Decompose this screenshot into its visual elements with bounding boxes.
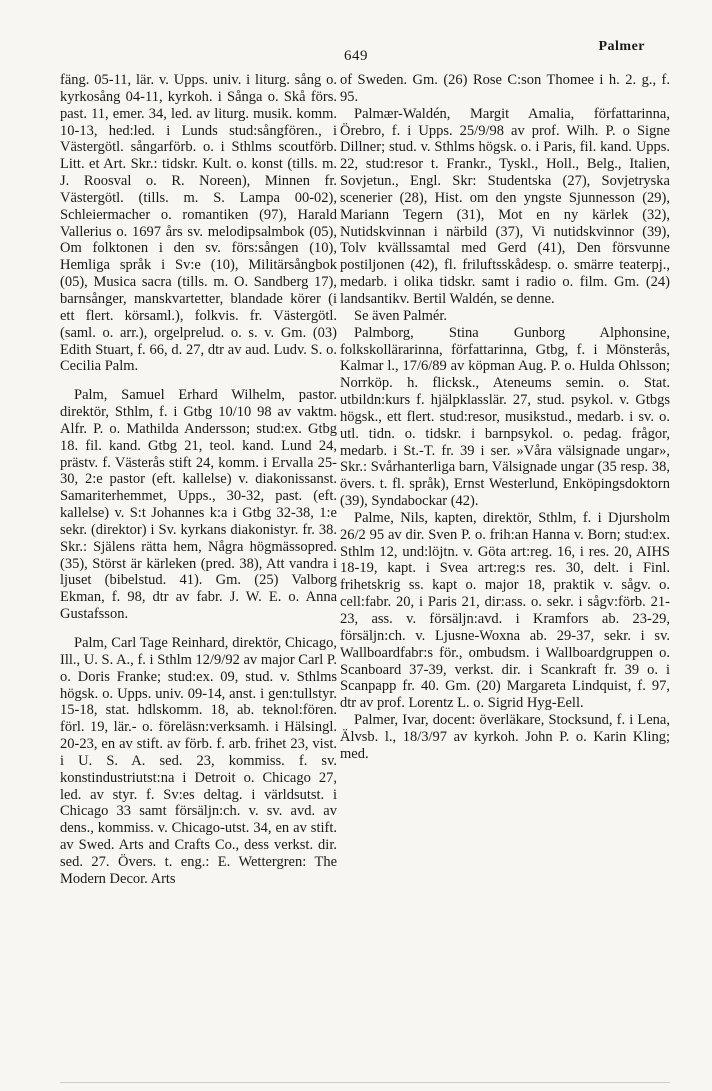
entry-palmaer-walden: Palmær-Waldén, Margit Amalia, författarinna, Örebro, f. i Upps. 25/9/98 av prof. Wilh. P. o Signe Dillner; stud. v. Sthlms högsk. o. i Paris, fil. kand. Upps. 22, stud:resor t. Frankr., Tyskl., Holl., Belg., Italien, Sovjetun., Engl. Skr: Studentska (27), Sovjetryska scenerier (28), Hist. om den yngste Sjunnesson (29), Mariann Tegern (31), Mot en ny kärlek (32), Nutidskvinnan i närbild (37), Vi nutidskvinnor (39), Tolv kvällssamtal med Gerd (41), Den försvunne postiljonen (42), fl. friluftsskådesp. o. smärre teaterpj., medarb. i olika tidskr. samt i radio o. film. Gm. (24) landsantikv. Bertil Waldén, se denne. xyxy=(340,105,670,307)
entry-palmer-ivar: Palmer, Ivar, docent: överläkare, Stocksund, f. i Lena, Älvsb. l., 18/3/97 av kyrkoh. John P. o. Karin Kling; med. xyxy=(340,712,670,762)
entry-palmborg-stina: Palmborg, Stina Gunborg Alphonsine, folkskollärarinna, författarinna, Gtbg, f. i Mönsterås, Kalmar l., 17/6/89 av köpman Aug. P. o. Hulda Ohlsson; Norrköp. h. flicksk., Ateneums semin. o. Stat. utbildn:kurs f. hjälpklasslär. 27, stud. psykol. v. Gtbgs högsk., ett flert. stud:resor, musikstud., medarb. i sv. o. utl. tidn. o. tidskr. i barnpsykol. o. pedag. frågor, medarb. i St.-T. fr. 39 i ser. »Våra välsignade ungar», Skr.: Svårhanterliga barn, Välsignade ungar (35 resp. 38, övers. t. fl. språk), Ernst Westerlund, Enköpingsdoktorn (39), Syndabockar (42). xyxy=(340,324,670,510)
page-number: 649 xyxy=(344,48,368,64)
entry-continuation: fäng. 05-11, lär. v. Upps. univ. i liturg. sång o. kyrkosång 04-11, kyrkoh. i Sånga o. Skå förs. past. 11, emer. 34, led. av liturg. musik. komm. 10-13, hed:led. i Lunds stud:sångfören., i Västergötl. sångarförb. o. i Sthlms scoutförb. Litt. et Art. Skr.: tidskr. Kult. o. konst (tills. m. J. Roosval o. R. Noreen), Minnen fr. Västergötl. (tills. m. S. Lampa 00-02), Schleiermacher o. romantiken (97), Harald Vallerius o. 1697 års sv. melodipsalmbok (05), Om folktonen i den sv. förs:sången (10), Hemliga språk i Sv:e (10), Militärsångbok (05), Musica sacra (tills. m. O. Sandberg 17), barnsånger, manskvartetter, blandade körer (i ett flert. körsaml.), folkvis. fr. Västergötl. (saml. o. arr.), orgelprelud. o. s. v. Gm. (03) Edith Stuart, f. 66, d. 27, dtr av aud. Ludv. S. o. Cecilia Palm. xyxy=(60,72,337,375)
right-column xyxy=(340,72,670,763)
left-column xyxy=(60,72,337,888)
entry-palm-samuel: Palm, Samuel Erhard Wilhelm, pastor. direktör, Sthlm, f. i Gtbg 10/10 98 av vaktm. Alfr. P. o. Mathilda Andersson; stud:ex. Gtbg 18. fil. kand. Gtbg 21, teol. kand. Lund 24, prästv. f. Västerås stift 24, komm. i Ervalla 25-30, 2:e pastor (eft. kallelse) v. diakonissanst. Samariterhemmet, Upps., 30-32, past. (eft. kallelse) v. S:t Johannes k:a i Gtbg 32-38, 1:e sekr. (direktor) i Sv. kyrkans diakonistyr. fr. 38. Skr.: Själens rätta hem, Några högmässopred. (35), Störst är kärleken (pred. 38), Att vandra i ljuset (bibelstud. 41). Gm. (25) Valborg Ekman, f. 98, dtr av fabr. J. W. E. o. Anna Gustafsson. xyxy=(60,387,337,623)
cross-reference: Se även Palmér. xyxy=(354,307,448,324)
entry-continuation-right: of Sweden. Gm. (26) Rose C:son Thomee i h. 2. g., f. 95. xyxy=(340,72,670,105)
entry-palm-carl-tage: Palm, Carl Tage Reinhard, direktör, Chicago, Ill., U. S. A., f. i Sthlm 12/9/92 av major Carl P. o. Doris Franke; stud:ex. 09, stud. v. Sthlms högsk. o. Upps. univ. 09-14, anst. i gen:tullstyr. 15-18, stat. hdlskomm. 18, ab. teknol:fören. förl. 19, lär.- o. föreläsn:verksamh. i Hälsingl. 20-23, en av stift. av förb. f. arb. frihet 23, vist. i U. S. A. sed. 23, kommiss. f. sv. konstindustriutst:na i Detroit o. Chicago 27, led. av styr. f. Sv:es deltag. i världsutst. i Chicago 33 samt försäljn:ch. v. sv. avd. av dens., kommiss. v. Chicago-utst. 34, en av stift. av Swed. Arts and Crafts Co., dess verkst. dir. sed. 27. Övers. t. eng.: E. Wettergren: The Modern Decor. Arts xyxy=(60,635,337,887)
running-head: Palmer xyxy=(598,39,645,54)
entry-palme-nils: Palme, Nils, kapten, direktör, Sthlm, f. i Djursholm 26/2 95 av dir. Sven P. o. frih:an Hanna v. Born; stud:ex. Sthlm 12, und:löjtn. v. Göta art:reg. 16, i res. 20, AIHS 18-19, kapt. i Svea art:reg:s res. 30, delt. i Finl. frihetskrig ss. kapt o. major 18, praktik v. sågv. o. cell:fabr. 20, i Paris 21, dir:ass. o. sekr. i sågv:förb. 21-23, ass. v. försäljn:avd. i Kramfors ab. 23-29, försäljn:ch. v. Ljusne-Woxna ab. 29-37, sekr. i sv. Wallboardfabr:s för., ombudsm. i Wallboardgruppen o. Scanboard 37-39, verkst. dir. i Scankraft fr. 39 o. i Scanpapp fr. 40. Gm. (20) Margareta Lindquist, f. 97, dtr av prof. Lorentz L. o. Sigrid Hyg-Eell. xyxy=(340,509,670,712)
bottom-rule xyxy=(60,1082,670,1083)
